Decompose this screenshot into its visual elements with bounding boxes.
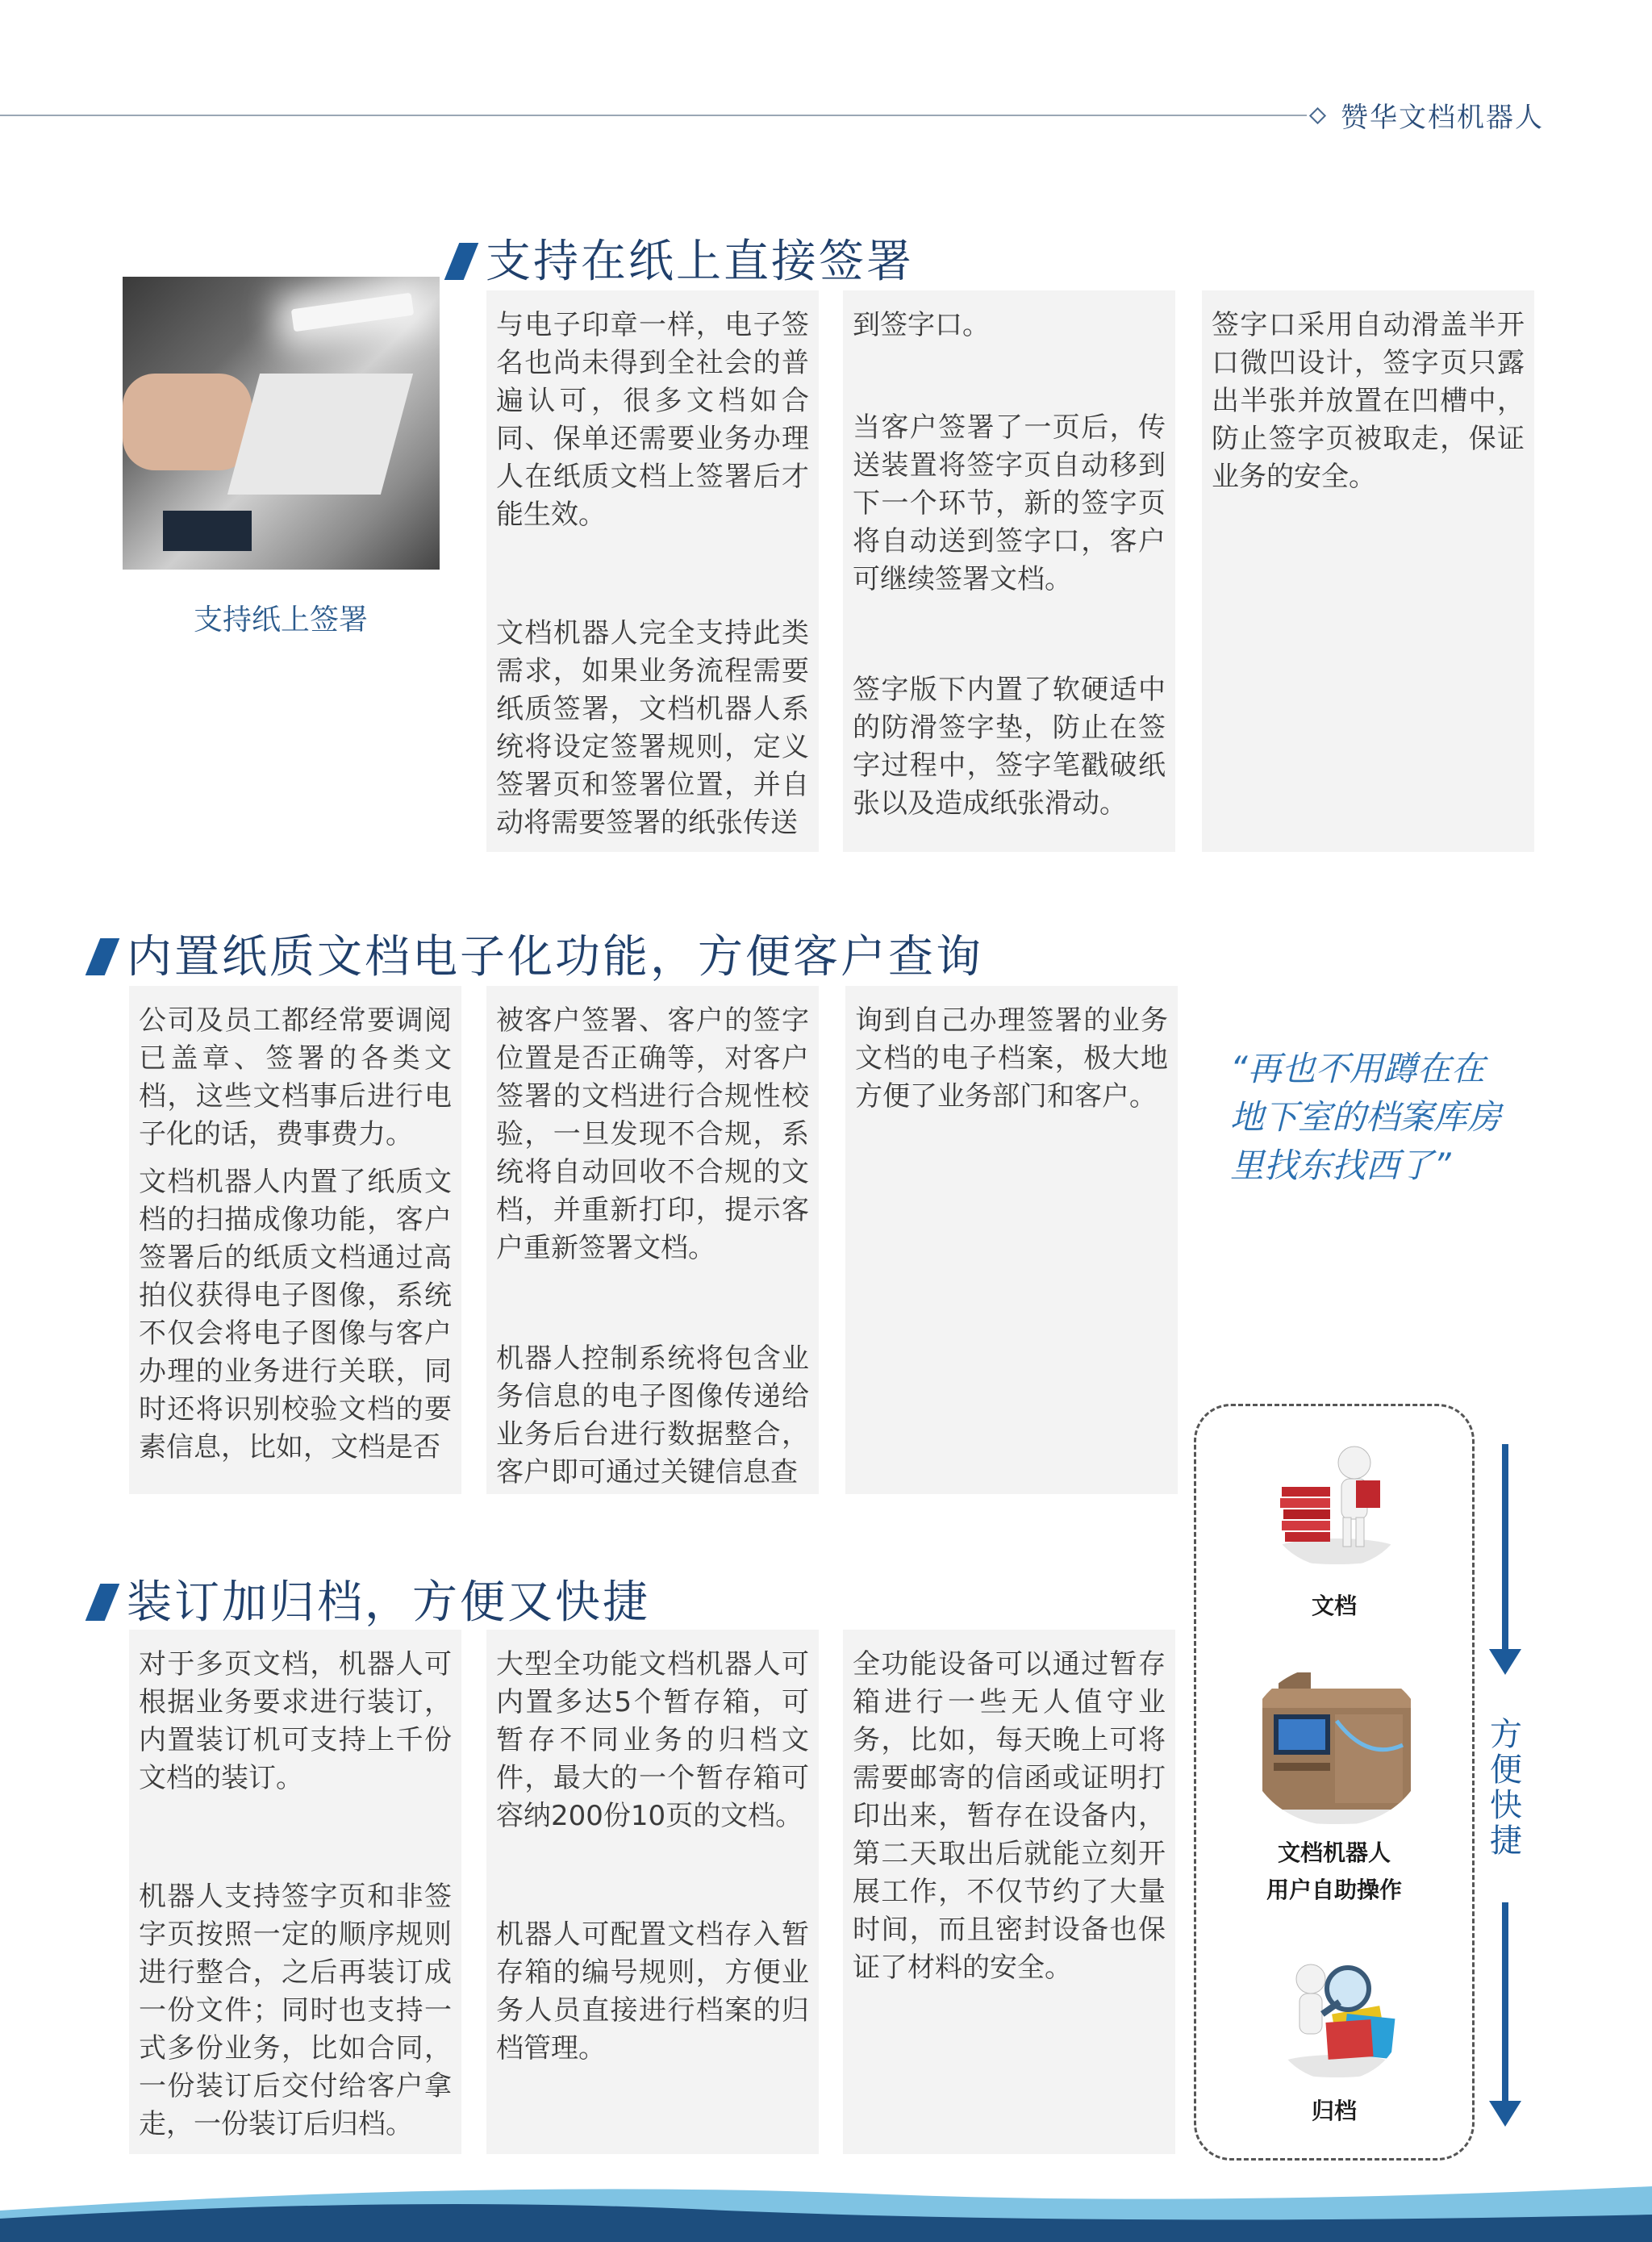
section3-title (93, 1567, 650, 1631)
flow-step-robot-line1: 文档机器人 (1277, 1839, 1391, 1866)
archive-search-icon (1270, 1952, 1403, 2081)
flow-box (1194, 1404, 1475, 2161)
paragraph: 被客户签署、客户的签字位置是否正确等，对客户签署的文档进行合规性校验，一旦发现不合规，系统将自动回收不合规的文档，并重新打印，提示客户重新签署文档。 (496, 1004, 809, 1264)
photo-card (163, 511, 252, 551)
flow-arrow-line (1502, 1902, 1508, 2104)
pull-quote: “再也不用蹲在在地下室的档案库房里找东找西了” (1230, 1049, 1502, 1185)
document-person-icon (1266, 1438, 1408, 1568)
section2-column-2 (486, 986, 819, 1494)
title-bar-icon (86, 1584, 120, 1621)
paragraph: 文档机器人内置了纸质文档的扫描成像功能，客户签署后的纸质文档通过高拍仪获得电子图像，系统不仅会将电子图像与客户办理的业务进行关联，同时还将识别校验文档的要素信息，比如，文档是否 (139, 1166, 452, 1463)
robot-machine-icon (1246, 1664, 1427, 1826)
title-bar-icon (444, 243, 479, 280)
paragraph: 机器人可配置文档存入暂存箱的编号规则，方便业务人员直接进行档案的归档管理。 (496, 1918, 809, 2065)
photo-paper (227, 374, 413, 495)
header-title: 赞华文档机器人 (1341, 102, 1544, 134)
section2-title (93, 921, 983, 986)
flow-step-robot-line2: 用户自助操作 (1266, 1877, 1402, 1903)
section3-column-2 (486, 1630, 819, 2154)
paragraph: 签字口采用自动滑盖半开口微凹设计，签字页只露出半张并放置在凹槽中，防止签字页被取走，保证业务的安全。 (1212, 309, 1525, 493)
flow-arrow-line (1502, 1444, 1508, 1652)
paragraph: 签字版下内置了软硬适中的防滑签字垫，防止在签字过程中，签字笔戳破纸张以及造成纸张滑动。 (853, 674, 1166, 820)
paragraph: 当客户签署了一页后，传送装置将签字页自动移到下一个环节，新的签字页将自动送到签字口，客户可继续签署文档。 (853, 411, 1166, 595)
section1-column-3 (1202, 290, 1534, 852)
paragraph: 机器人控制系统将包含业务信息的电子图像传递给业务后台进行数据整合，客户即可通过关键信息查 (496, 1342, 809, 1488)
bottom-wave-decoration (0, 2178, 1652, 2242)
section2-column-1 (129, 986, 461, 1494)
paragraph: 大型全功能文档机器人可内置多达5个暂存箱，可暂存不同业务的归档文件，最大的一个暂存箱可容纳200份10页的文档。 (496, 1648, 809, 1832)
photo-hand (123, 374, 252, 470)
signing-photo (123, 277, 440, 570)
paragraph: 文档机器人完全支持此类需求，如果业务流程需要纸质签署，文档机器人系统将设定签署规则，定义签署页和签署位置，并自动将需要签署的纸张传送 (496, 617, 809, 839)
photo-lamp (291, 293, 414, 332)
title-bar-icon (86, 938, 120, 975)
paragraph: 询到自己办理签署的业务文档的电子档案，极大地方便了业务部门和客户。 (855, 1004, 1168, 1113)
section1-title-text: 支持在纸上直接签署 (486, 236, 914, 288)
diamond-icon (1309, 107, 1326, 124)
header-rule (0, 115, 1307, 116)
section3-column-3 (843, 1630, 1175, 2154)
section1-title (452, 226, 914, 290)
flow-side-label: 方便快捷 (1490, 1716, 1522, 1860)
paragraph: 机器人支持签字页和非签字页按照一定的顺序规则进行整合，之后再装订成一份文件；同时也支持一式多份业务，比如合同，一份装订后交付给客户拿走，一份装订后归档。 (139, 1881, 452, 2140)
flow-step-documents: 文档 (1311, 1593, 1357, 1619)
section2-column-3 (845, 986, 1178, 1494)
section1-column-1 (486, 290, 819, 852)
arrow-down-icon (1489, 2101, 1521, 2127)
section2-title-text: 内置纸质文档电子化功能，方便客户查询 (127, 931, 983, 983)
paragraph: 到签字口。 (853, 309, 990, 341)
paragraph: 全功能设备可以通过暂存箱进行一些无人值守业务，比如，每天晚上可将需要邮寄的信函或证明打印出来，暂存在设备内，第二天取出后就能立刻开展工作，不仅节约了大量时间，而且密封设备也保证了材料的安全。 (853, 1648, 1166, 1984)
paragraph: 与电子印章一样，电子签名也尚未得到全社会的普遍认可，很多文档如合同、保单还需要业务办理人在纸质文档上签署后才能生效。 (496, 309, 809, 531)
paragraph: 公司及员工都经常要调阅已盖章、签署的各类文档，这些文档事后进行电子化的话，费事费力。 (139, 1004, 452, 1150)
photo-caption: 支持纸上签署 (194, 603, 369, 637)
section1-column-2 (843, 290, 1175, 852)
flow-step-archive: 归档 (1311, 2098, 1357, 2124)
section3-title-text: 装订加归档，方便又快捷 (127, 1576, 650, 1629)
arrow-down-icon (1489, 1649, 1521, 1675)
section3-column-1 (129, 1630, 461, 2154)
paragraph: 对于多页文档，机器人可根据业务要求进行装订，内置装订机可支持上千份文档的装订。 (139, 1648, 452, 1794)
